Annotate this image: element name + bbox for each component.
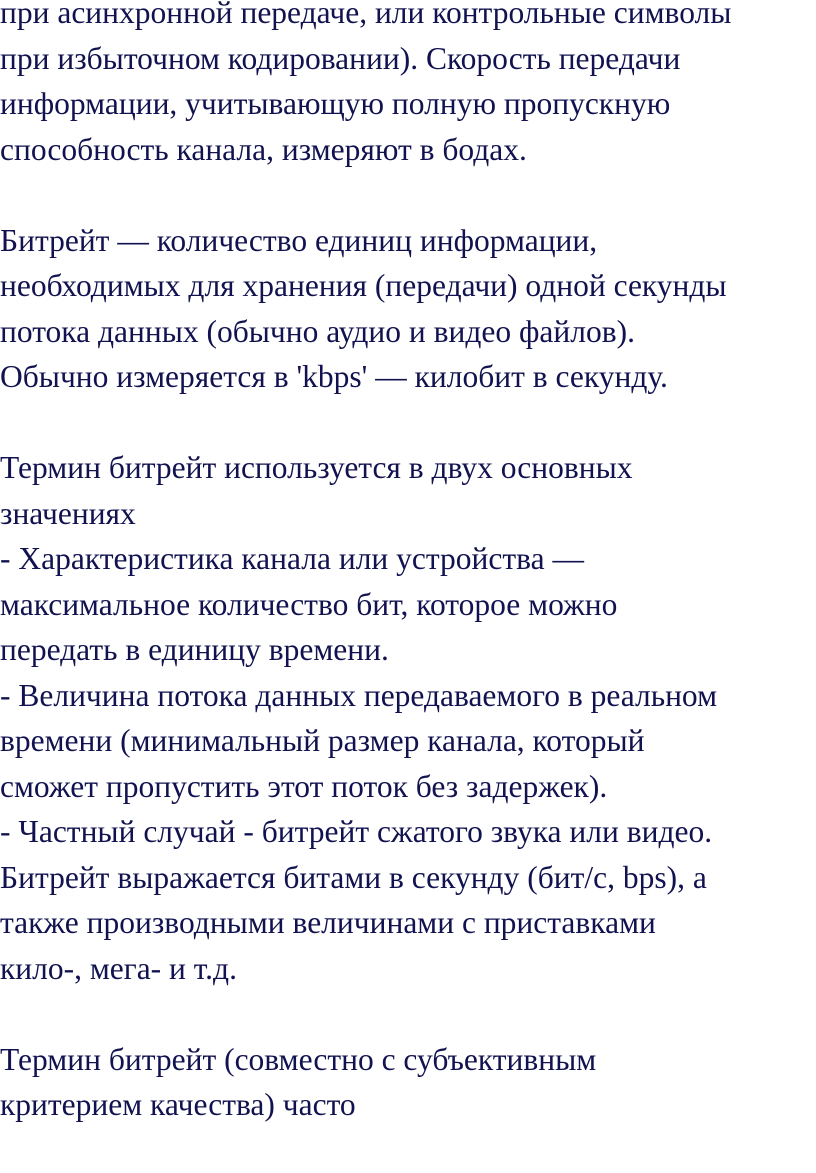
text-line: максимальное количество бит, которое можно: [0, 586, 618, 622]
list-item-line: - Характеристика канала или устройства —: [0, 541, 584, 576]
text-line: передать в единицу времени.: [0, 632, 389, 667]
list-item-line: - Частный случай - битрейт сжатого звука или видео.: [0, 814, 713, 849]
text-line: значениях: [0, 495, 136, 531]
paragraph-gap: [0, 991, 816, 1037]
text-line: при асинхронной передаче, или контрольные символы: [0, 0, 732, 30]
paragraph-gap: [0, 172, 816, 218]
text-line: Термин битрейт используется в двух основных: [0, 450, 633, 485]
text-line: информации, учитывающую полную пропускную: [0, 86, 671, 121]
text-line: Обычно измеряется в 'kbps' — килобит в секунду.: [0, 359, 668, 394]
text-line: Термин битрейт (совместно с субъективным: [0, 1041, 597, 1077]
text-line: потока данных (обычно аудио и видео файлов).: [0, 313, 635, 349]
text-line: Битрейт выражается битами в секунду (бит/с, bps), а: [0, 859, 707, 895]
paragraph-gap: [0, 400, 816, 446]
text-line: Битрейт — количество единиц информации,: [0, 222, 598, 258]
text-line: критерием качества) часто: [0, 1087, 356, 1122]
text-line: времени (минимальный размер канала, который: [0, 723, 645, 758]
text-line: сможет пропустить этот поток без задержек).: [0, 768, 608, 804]
text-line: способность канала, измеряют в бодах.: [0, 131, 527, 167]
text-line: при избыточном кодировании). Скорость передачи: [0, 40, 681, 76]
text-line: кило-, мега- и т.д.: [0, 950, 237, 986]
text-line: необходимых для хранения (передачи) одной секунды: [0, 268, 727, 303]
list-item-line: - Величина потока данных передаваемого в реальном: [0, 677, 718, 713]
text-line: также производными величинами с приставками: [0, 905, 656, 940]
